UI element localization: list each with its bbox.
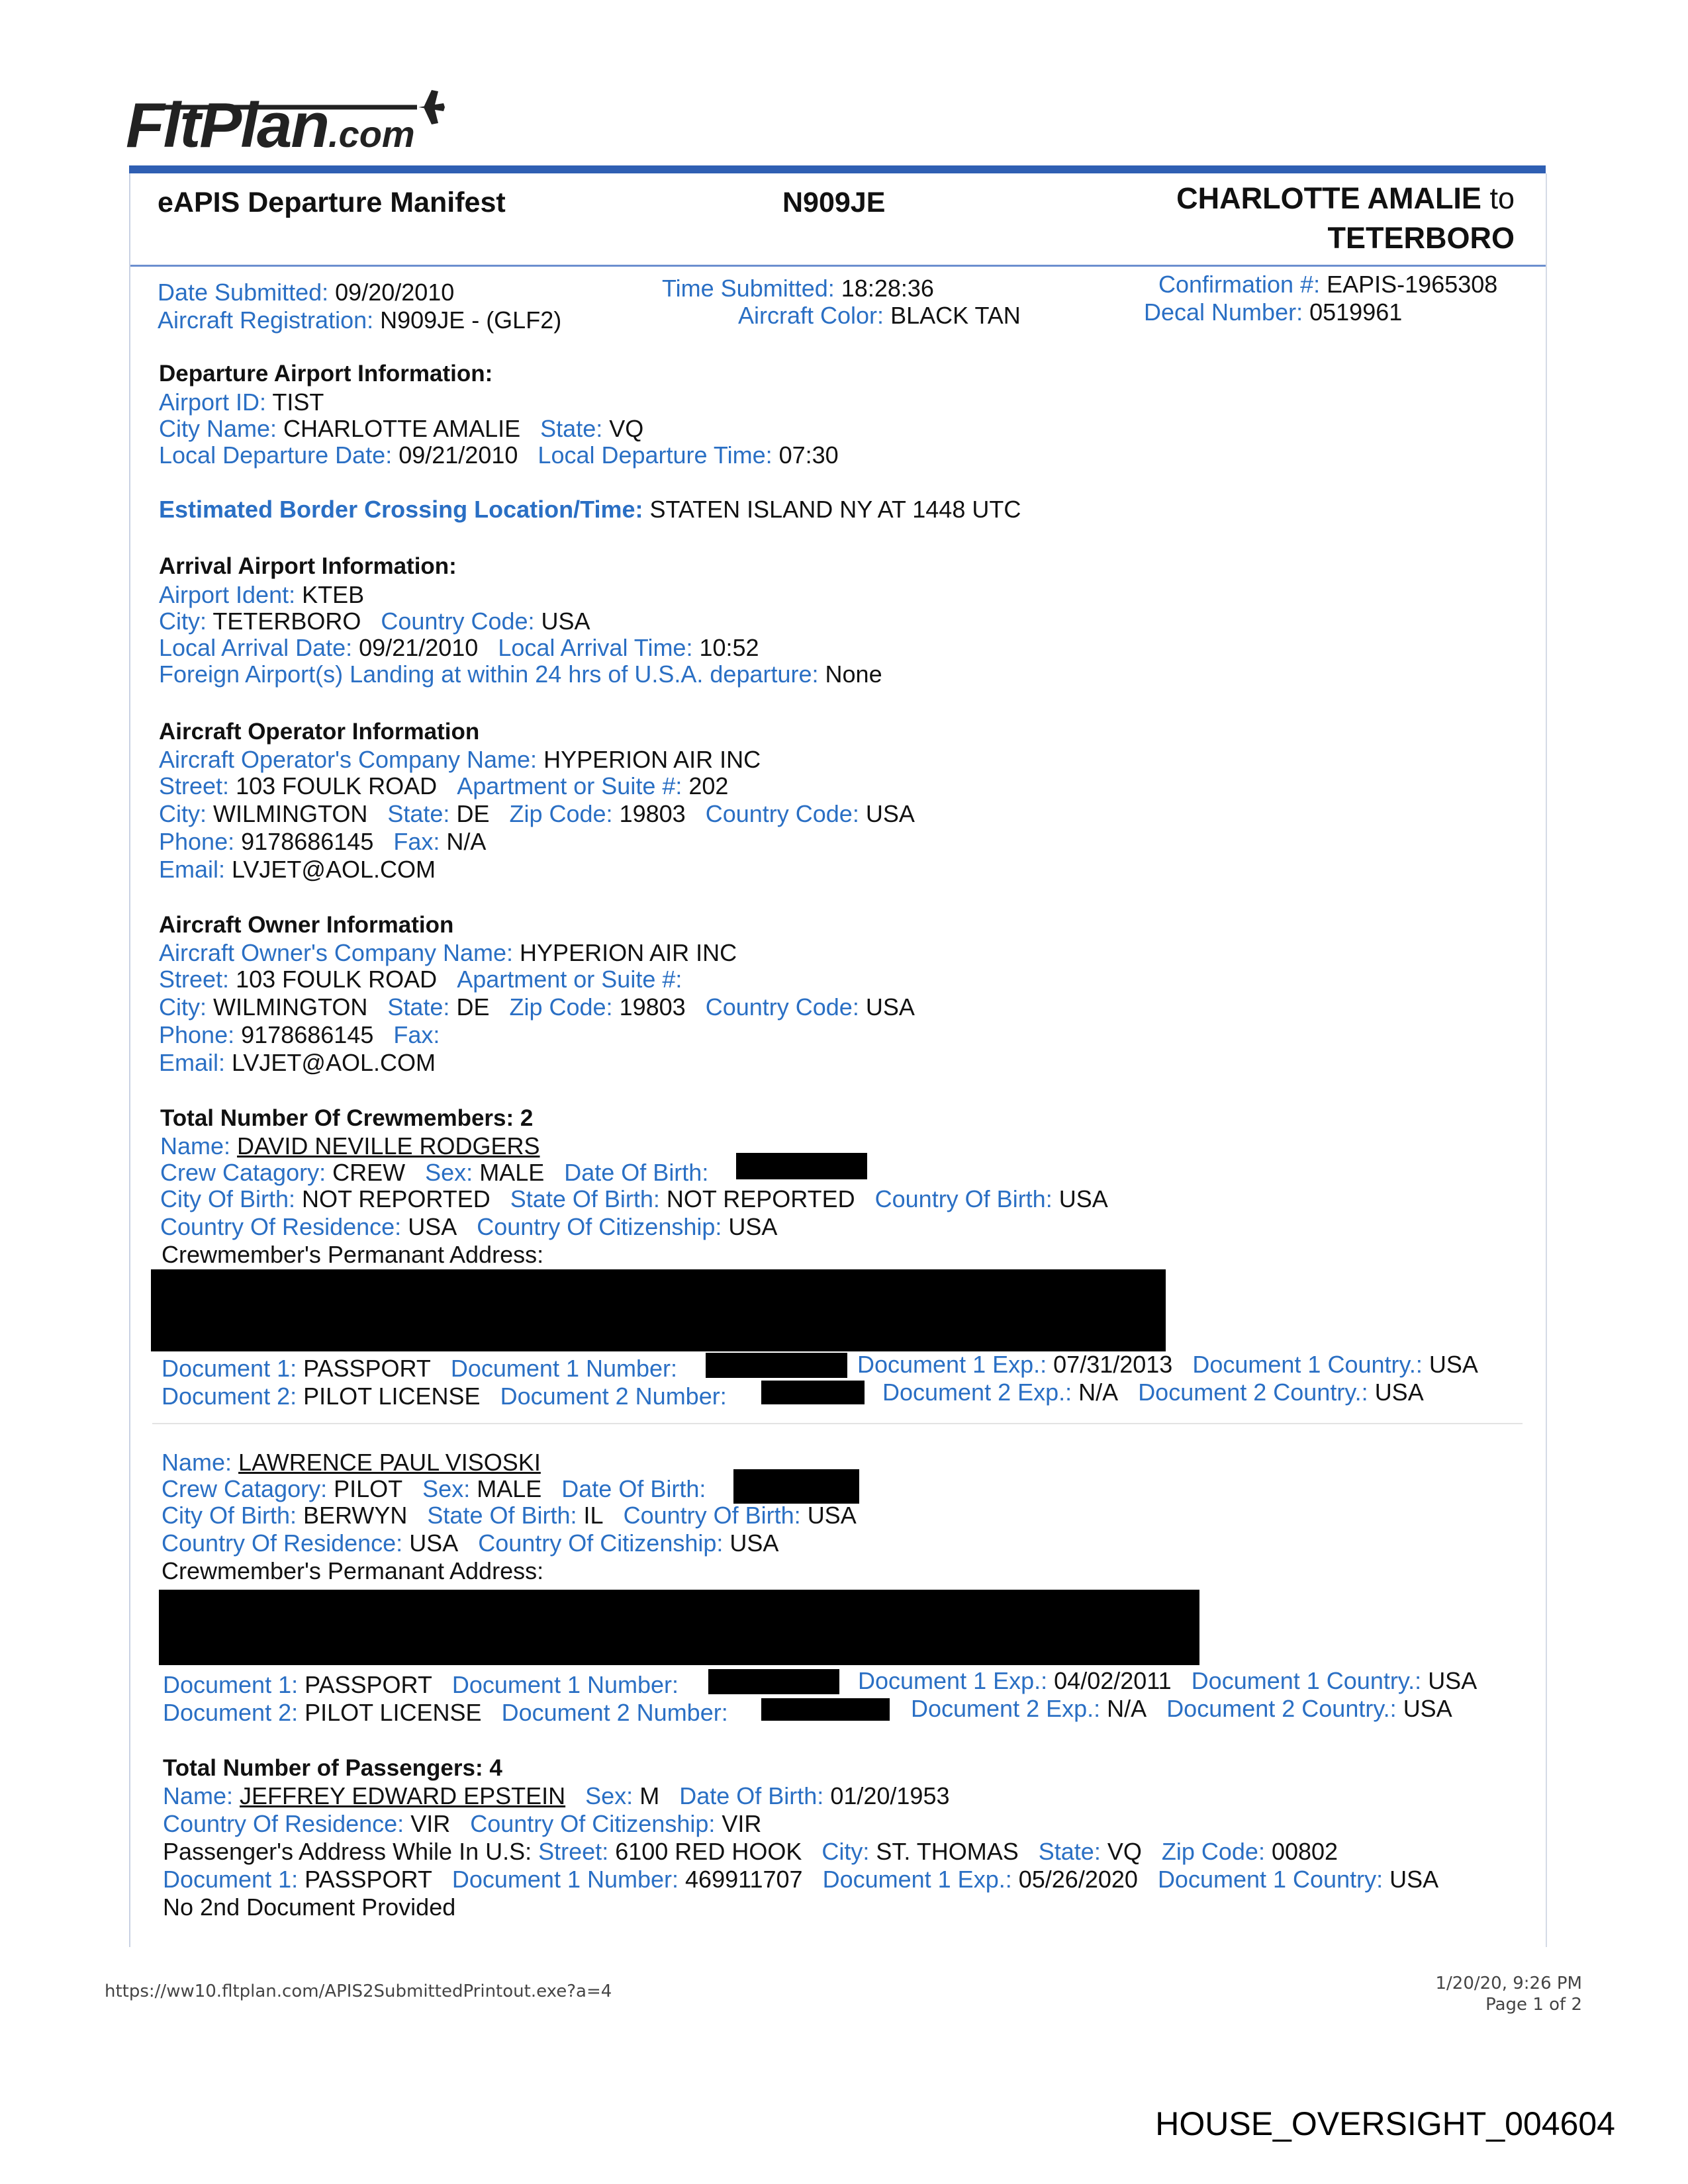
arrival-ident: Airport Ident: KTEB — [159, 581, 365, 608]
crew-1-birth: City Of Birth: NOT REPORTED State Of Birth: NOT REPORTED Country Of Birth: USA — [160, 1185, 1108, 1212]
operator-heading: Aircraft Operator Information — [159, 719, 480, 745]
redaction-box — [159, 1590, 1199, 1665]
owner-company: Aircraft Owner's Company Name: HYPERION AIR INC — [159, 939, 737, 966]
redaction-box — [736, 1153, 867, 1179]
print-url: https://ww10.fltplan.com/APIS2SubmittedPrintout.exe?a=4 — [105, 1981, 612, 2001]
crew-2-name: Name: LAWRENCE PAUL VISOSKI — [162, 1449, 541, 1476]
redaction-box — [733, 1469, 859, 1504]
arrival-heading: Arrival Airport Information: — [159, 553, 457, 579]
crew-2-doc2-exp: Document 2 Exp.: N/A Document 2 Country.: USA — [911, 1695, 1452, 1722]
foreign-airports: Foreign Airport(s) Landing at within 24 hrs of U.S.A. departure: None — [159, 660, 882, 688]
arrival-city: City: TETERBORO Country Code: USA — [159, 608, 590, 635]
time-submitted: Time Submitted: 18:28:36 — [662, 275, 934, 302]
section-divider — [152, 1423, 1523, 1424]
bates-number: HOUSE_OVERSIGHT_004604 — [1155, 2105, 1615, 2142]
redaction-box — [708, 1669, 839, 1694]
crew-heading: Total Number Of Crewmembers: 2 — [160, 1105, 534, 1131]
frame-left — [129, 173, 130, 1947]
owner-street: Street: 103 FOULK ROAD Apartment or Suite #: — [159, 966, 682, 993]
crew-2-category: Crew Catagory: PILOT Sex: MALE Date Of Birth: — [162, 1475, 706, 1502]
route-origin: CHARLOTTE AMALIE — [1176, 181, 1481, 215]
decal-number: Decal Number: 0519961 — [1144, 298, 1403, 326]
departure-datetime: Local Departure Date: 09/21/2010 Local Departure Time: 07:30 — [159, 441, 839, 469]
header-rule-thin — [129, 265, 1546, 267]
page-title: eAPIS Departure Manifest — [158, 187, 506, 218]
crew-1-doc2: Document 2: PILOT LICENSE Document 2 Number: — [162, 1383, 727, 1410]
crew-1-doc2-exp: Document 2 Exp.: N/A Document 2 Country.: USA — [882, 1379, 1424, 1406]
passengers-heading: Total Number of Passengers: 4 — [163, 1755, 502, 1781]
redaction-box — [761, 1698, 890, 1721]
crew-2-doc1-exp: Document 1 Exp.: 04/02/2011 Document 1 Country.: USA — [858, 1667, 1477, 1694]
crew-1-name: Name: DAVID NEVILLE RODGERS — [160, 1132, 540, 1160]
print-datetime: 1/20/20, 9:26 PM — [1435, 1974, 1582, 1993]
tail-number: N909JE — [782, 187, 886, 218]
aircraft-registration: Aircraft Registration: N909JE - (GLF2) — [158, 306, 562, 334]
passenger-1-name: Name: JEFFREY EDWARD EPSTEIN Sex: M Date Of Birth: 01/20/1953 — [163, 1782, 950, 1809]
crew-1-doc1-exp: Document 1 Exp.: 07/31/2013 Document 1 Country.: USA — [857, 1351, 1478, 1378]
crew-2-doc1: Document 1: PASSPORT Document 1 Number: — [163, 1671, 679, 1698]
logo-tld: .com — [328, 113, 415, 155]
arrival-datetime: Local Arrival Date: 09/21/2010 Local Arrival Time: 10:52 — [159, 634, 759, 661]
border-crossing: Estimated Border Crossing Location/Time: STATEN ISLAND NY AT 1448 UTC — [159, 496, 1021, 523]
passenger-1-doc1: Document 1: PASSPORT Document 1 Number: 469911707 Document 1 Exp.: 05/26/2020 Document 1 Country: USA — [163, 1866, 1439, 1893]
airplane-icon — [132, 86, 450, 126]
frame-right — [1546, 173, 1547, 1947]
operator-company: Aircraft Operator's Company Name: HYPERION AIR INC — [159, 746, 761, 773]
crew-1-doc1: Document 1: PASSPORT Document 1 Number: — [162, 1355, 678, 1382]
owner-email: Email: LVJET@AOL.COM — [159, 1049, 436, 1076]
crew-2-address-label: Crewmember's Permanant Address: — [162, 1557, 544, 1584]
crew-2-birth: City Of Birth: BERWYN State Of Birth: IL Country Of Birth: USA — [162, 1502, 857, 1529]
passenger-1-address: Passenger's Address While In U.S: Street: 6100 RED HOOK City: ST. THOMAS State: VQ Zip Code: 00802 — [163, 1838, 1338, 1865]
passenger-1-residence: Country Of Residence: VIR Country Of Citizenship: VIR — [163, 1810, 762, 1837]
owner-city: City: WILMINGTON State: DE Zip Code: 19803 Country Code: USA — [159, 993, 915, 1021]
route-to: to — [1489, 181, 1515, 215]
crew-1-address-label: Crewmember's Permanant Address: — [162, 1241, 544, 1268]
owner-phone: Phone: 9178686145 Fax: — [159, 1021, 440, 1048]
passenger-1-no-second-doc: No 2nd Document Provided — [163, 1893, 456, 1921]
route-destination: TETERBORO — [1327, 221, 1515, 255]
date-submitted: Date Submitted: 09/20/2010 — [158, 279, 455, 306]
crew-1-category: Crew Catagory: CREW Sex: MALE Date Of Birth: — [160, 1159, 709, 1186]
operator-city: City: WILMINGTON State: DE Zip Code: 19803 Country Code: USA — [159, 800, 915, 827]
operator-phone: Phone: 9178686145 Fax: N/A — [159, 828, 487, 855]
departure-heading: Departure Airport Information: — [159, 361, 493, 387]
confirmation-number: Confirmation #: EAPIS-1965308 — [1158, 271, 1498, 298]
logo-brand: FltPlan — [126, 90, 329, 161]
operator-street: Street: 103 FOULK ROAD Apartment or Suite #: 202 — [159, 772, 729, 799]
departure-airport: Airport ID: TIST — [159, 388, 324, 416]
redaction-box — [151, 1269, 1166, 1351]
route — [1125, 179, 1515, 258]
crew-2-doc2: Document 2: PILOT LICENSE Document 2 Number: — [163, 1699, 728, 1726]
owner-heading: Aircraft Owner Information — [159, 912, 454, 938]
redaction-box — [706, 1353, 847, 1378]
crew-2-residence: Country Of Residence: USA Country Of Citizenship: USA — [162, 1529, 779, 1557]
operator-email: Email: LVJET@AOL.COM — [159, 856, 436, 883]
page-number: Page 1 of 2 — [1485, 1995, 1582, 2015]
aircraft-color: Aircraft Color: BLACK TAN — [738, 302, 1021, 329]
redaction-box — [761, 1381, 865, 1404]
header-rule — [129, 165, 1546, 173]
crew-1-residence: Country Of Residence: USA Country Of Citizenship: USA — [160, 1213, 778, 1240]
departure-city: City Name: CHARLOTTE AMALIE State: VQ — [159, 415, 644, 442]
